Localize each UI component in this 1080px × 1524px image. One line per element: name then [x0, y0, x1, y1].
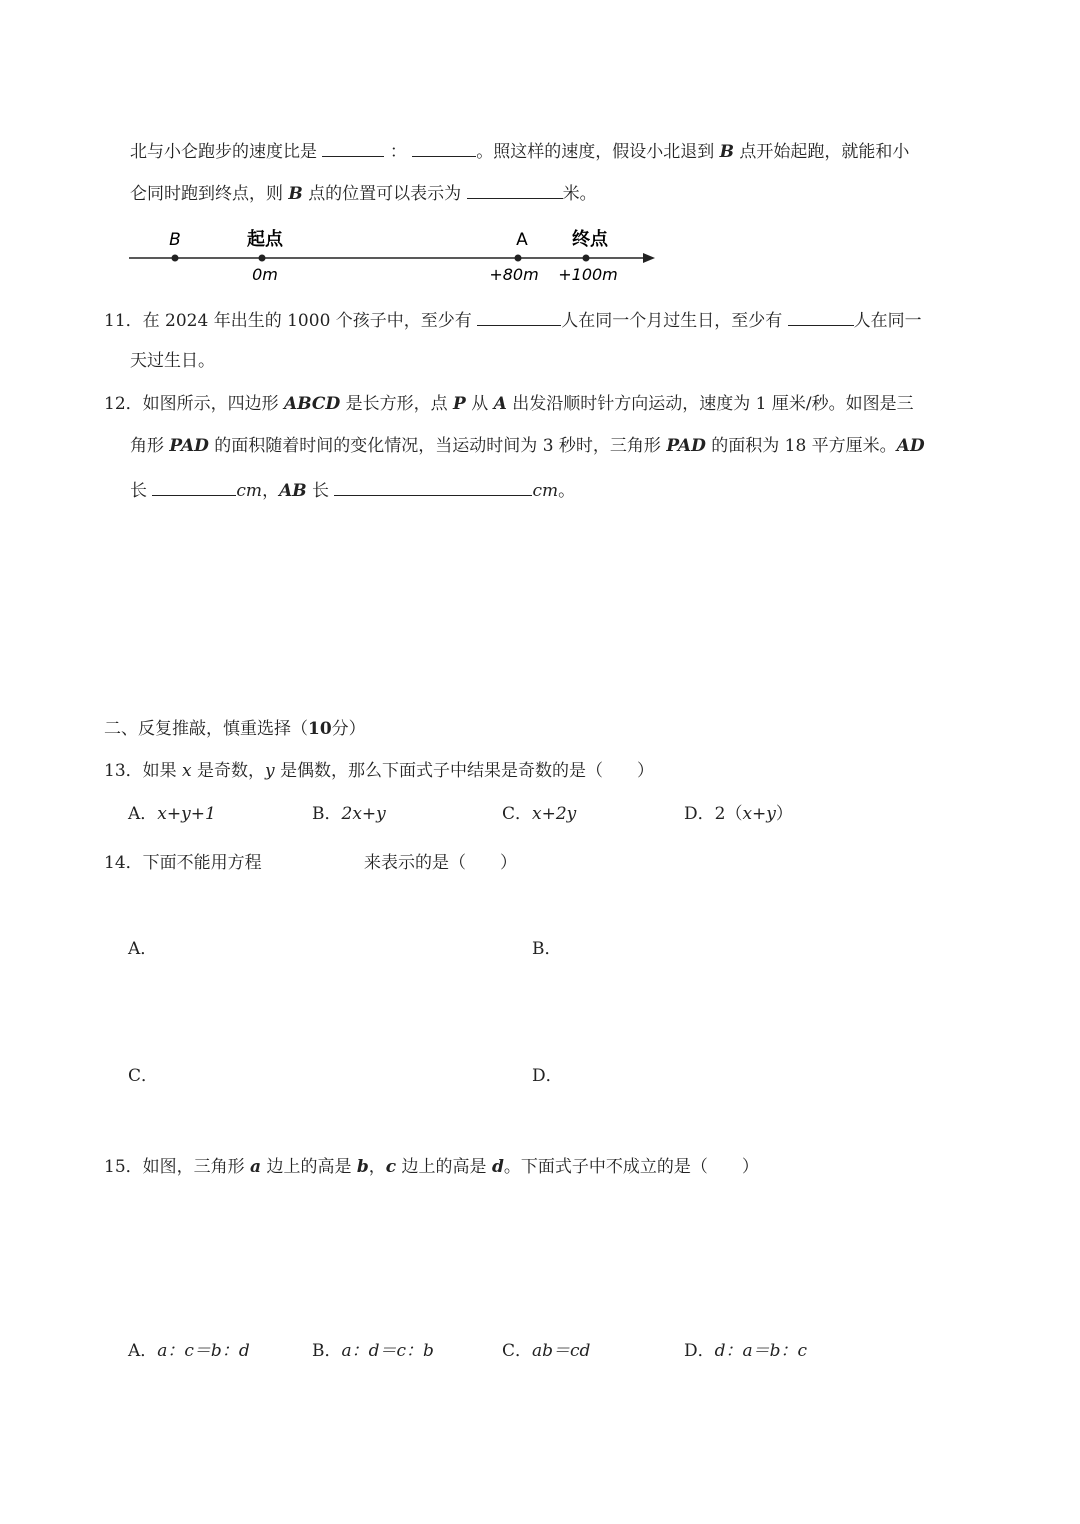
start-point-dot [259, 255, 266, 262]
label-b: B [169, 230, 181, 250]
q11-line-1: 11．在 2024 年出生的 1000 个孩子中，至少有 人在同一个月过生日，至少有 人在同一 [104, 311, 922, 331]
q13-option-a[interactable]: A．x+y+1 [128, 804, 216, 824]
label-end: 终点 [572, 229, 608, 250]
q13-option-c[interactable]: C．x+2y [502, 804, 577, 824]
label-a: A [516, 230, 528, 250]
q13-option-b[interactable]: B．2x+y [312, 804, 386, 824]
q12-number: 12． [104, 394, 143, 414]
number-line-arrow [643, 253, 655, 263]
q12-blank-ab[interactable] [334, 481, 532, 496]
q15-option-b[interactable]: B．a：d＝c：b [312, 1341, 434, 1361]
point-a-dot [515, 255, 522, 262]
q10-line-1: 北与小仑跑步的速度比是 ： 。照这样的速度，假设小北退到 B 点开始起跑，就能和小 [130, 142, 910, 162]
section-2-heading: 二、反复推敲，慎重选择（10分） [104, 719, 366, 739]
q14-option-a[interactable]: A． [128, 939, 158, 959]
q12-line-1: 12．如图所示，四边形 ABCD 是长方形，点 P 从 A 出发沿顺时针方向运动，速度为 1 厘米/秒。如图是三 [104, 394, 914, 414]
q11-line-2: 天过生日。 [130, 351, 215, 371]
q10-blank-3[interactable] [467, 184, 563, 199]
q11-blank-2[interactable] [788, 311, 854, 326]
q14-stem-b: 来表示的是（ ） [364, 853, 517, 873]
q14-stem-a: 14．下面不能用方程 [104, 853, 262, 873]
q14-option-d[interactable]: D． [532, 1066, 563, 1086]
q15-option-d[interactable]: D．d：a＝b：c [684, 1341, 808, 1361]
q11-blank-1[interactable] [477, 311, 561, 326]
q12-line-2: 角形 PAD 的面积随着时间的变化情况，当运动时间为 3 秒时，三角形 PAD 的面积为 18 平方厘米。AD [130, 436, 925, 456]
q15-number: 15． [104, 1157, 143, 1177]
q10-blank-2[interactable] [412, 142, 476, 157]
number-line-figure [125, 222, 660, 288]
q10-blank-1[interactable] [322, 142, 384, 157]
tick-80m: +80m [489, 265, 539, 284]
q13-number: 13． [104, 761, 143, 781]
tick-0m: 0m [252, 265, 278, 284]
q13-stem: 13．如果 x 是奇数，y 是偶数，那么下面式子中结果是奇数的是（ ） [104, 761, 655, 781]
label-start: 起点 [247, 229, 283, 250]
q12-line-3: 长 cm，AB 长 cm。 [130, 481, 576, 501]
q11-number: 11． [104, 311, 143, 331]
q15-option-c[interactable]: C．ab＝cd [502, 1341, 591, 1361]
q15-option-a[interactable]: A．a：c＝b：d [128, 1341, 250, 1361]
q12-blank-ad[interactable] [152, 481, 236, 496]
q14-option-c[interactable]: C． [128, 1066, 159, 1086]
q13-option-d[interactable]: D．2（x+y） [684, 804, 793, 824]
q15-stem: 15．如图，三角形 a 边上的高是 b，c 边上的高是 d。下面式子中不成立的是（ ） [104, 1157, 759, 1177]
q14-option-b[interactable]: B． [532, 939, 562, 959]
q14-number: 14． [104, 853, 143, 873]
end-point-dot [583, 255, 590, 262]
point-b-dot [172, 255, 179, 262]
q10-line-2: 仑同时跑到终点，则 B 点的位置可以表示为 米。 [130, 184, 597, 204]
tick-100m: +100m [558, 265, 618, 284]
